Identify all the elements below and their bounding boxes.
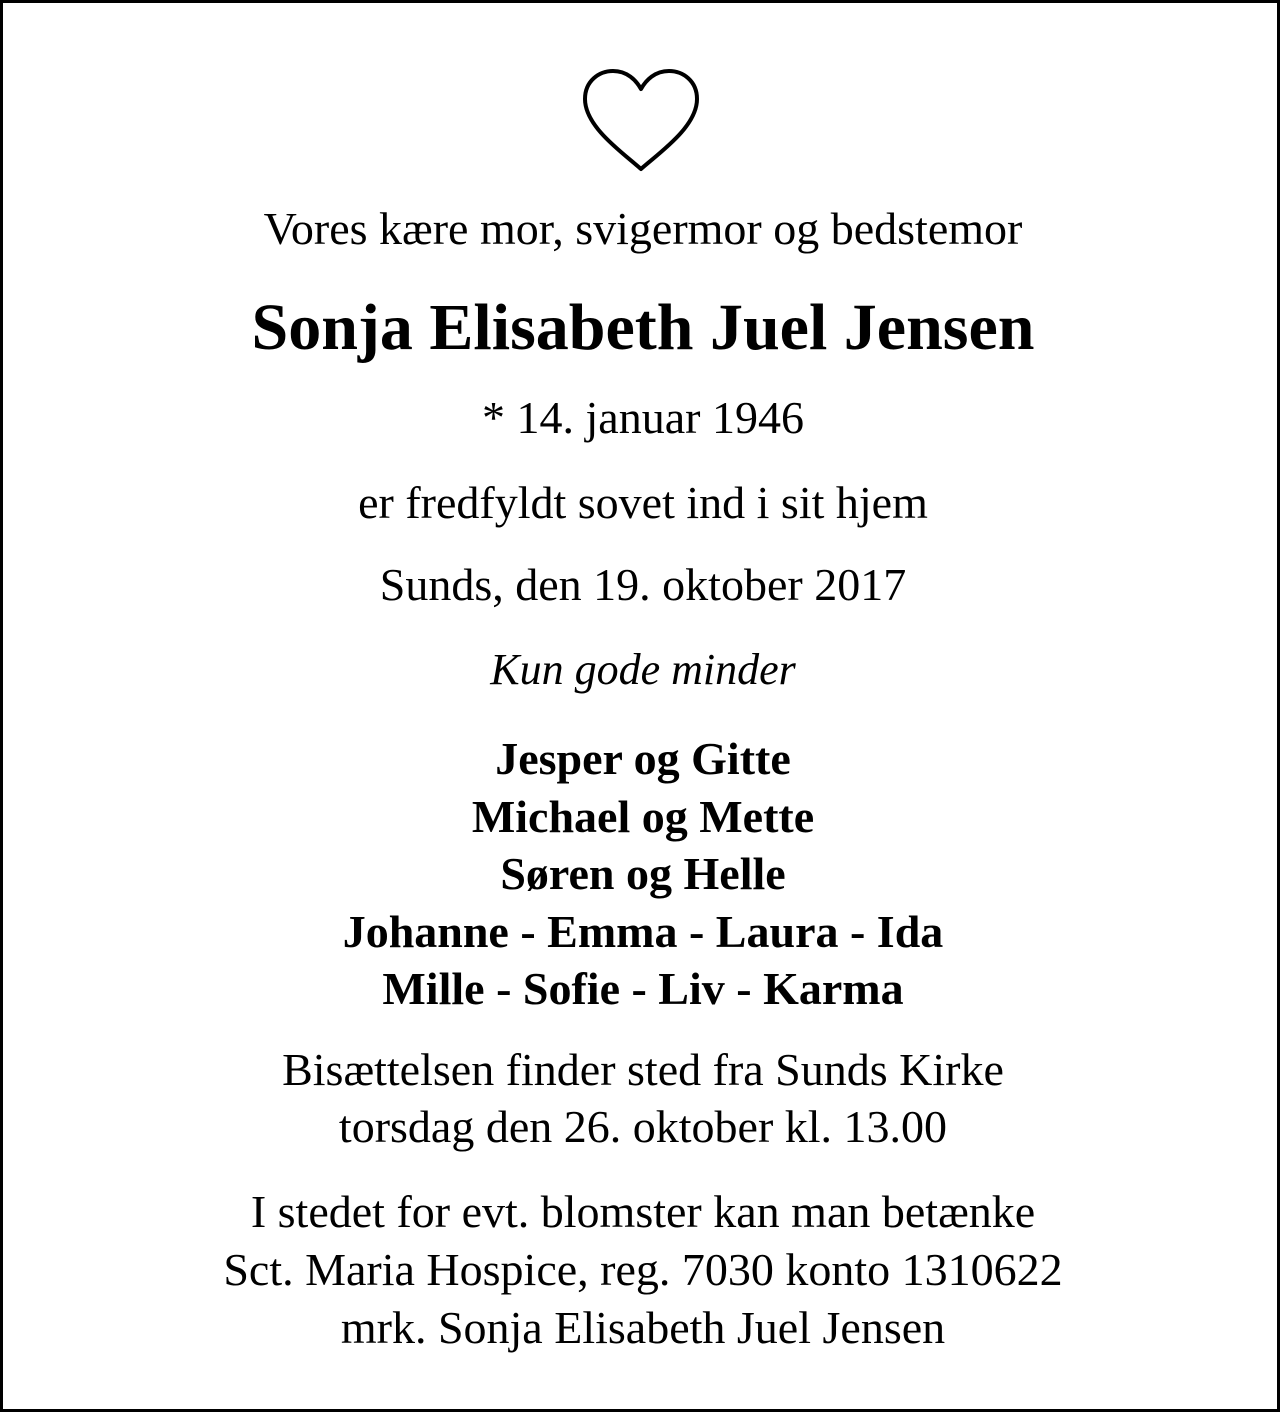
intro-line: Vores kære mor, svigermor og bedstemor xyxy=(263,203,1023,254)
passing-line: er fredfyldt sovet ind i sit hjem xyxy=(358,477,928,528)
memory-line: Kun gode minder xyxy=(490,645,796,694)
family-member-line: Mille - Sofie - Liv - Karma xyxy=(382,963,904,1014)
deceased-name: Sonja Elisabeth Juel Jensen xyxy=(251,291,1035,364)
family-member-line: Søren og Helle xyxy=(500,848,786,899)
heart-icon xyxy=(581,69,701,173)
donation-line: I stedet for evt. blomster kan man betænke xyxy=(250,1186,1036,1237)
family-member-line: Johanne - Emma - Laura - Ida xyxy=(342,905,944,957)
funeral-info xyxy=(3,1041,1280,1155)
donation-line: mrk. Sonja Elisabeth Juel Jensen xyxy=(340,1302,946,1353)
birth-date: * 14. januar 1946 xyxy=(482,392,804,443)
family-list xyxy=(3,730,1280,1018)
place-and-date: Sunds, den 19. oktober 2017 xyxy=(379,559,907,610)
donation-line: Sct. Maria Hospice, reg. 7030 konto 1310622 xyxy=(223,1244,1063,1295)
family-member-line: Michael og Mette xyxy=(471,790,815,842)
donation-info xyxy=(3,1183,1280,1357)
family-member-line: Jesper og Gitte xyxy=(495,733,791,784)
funeral-line: Bisættelsen finder sted fra Sunds Kirke xyxy=(282,1044,1004,1095)
funeral-line: torsdag den 26. oktober kl. 13.00 xyxy=(338,1101,948,1152)
